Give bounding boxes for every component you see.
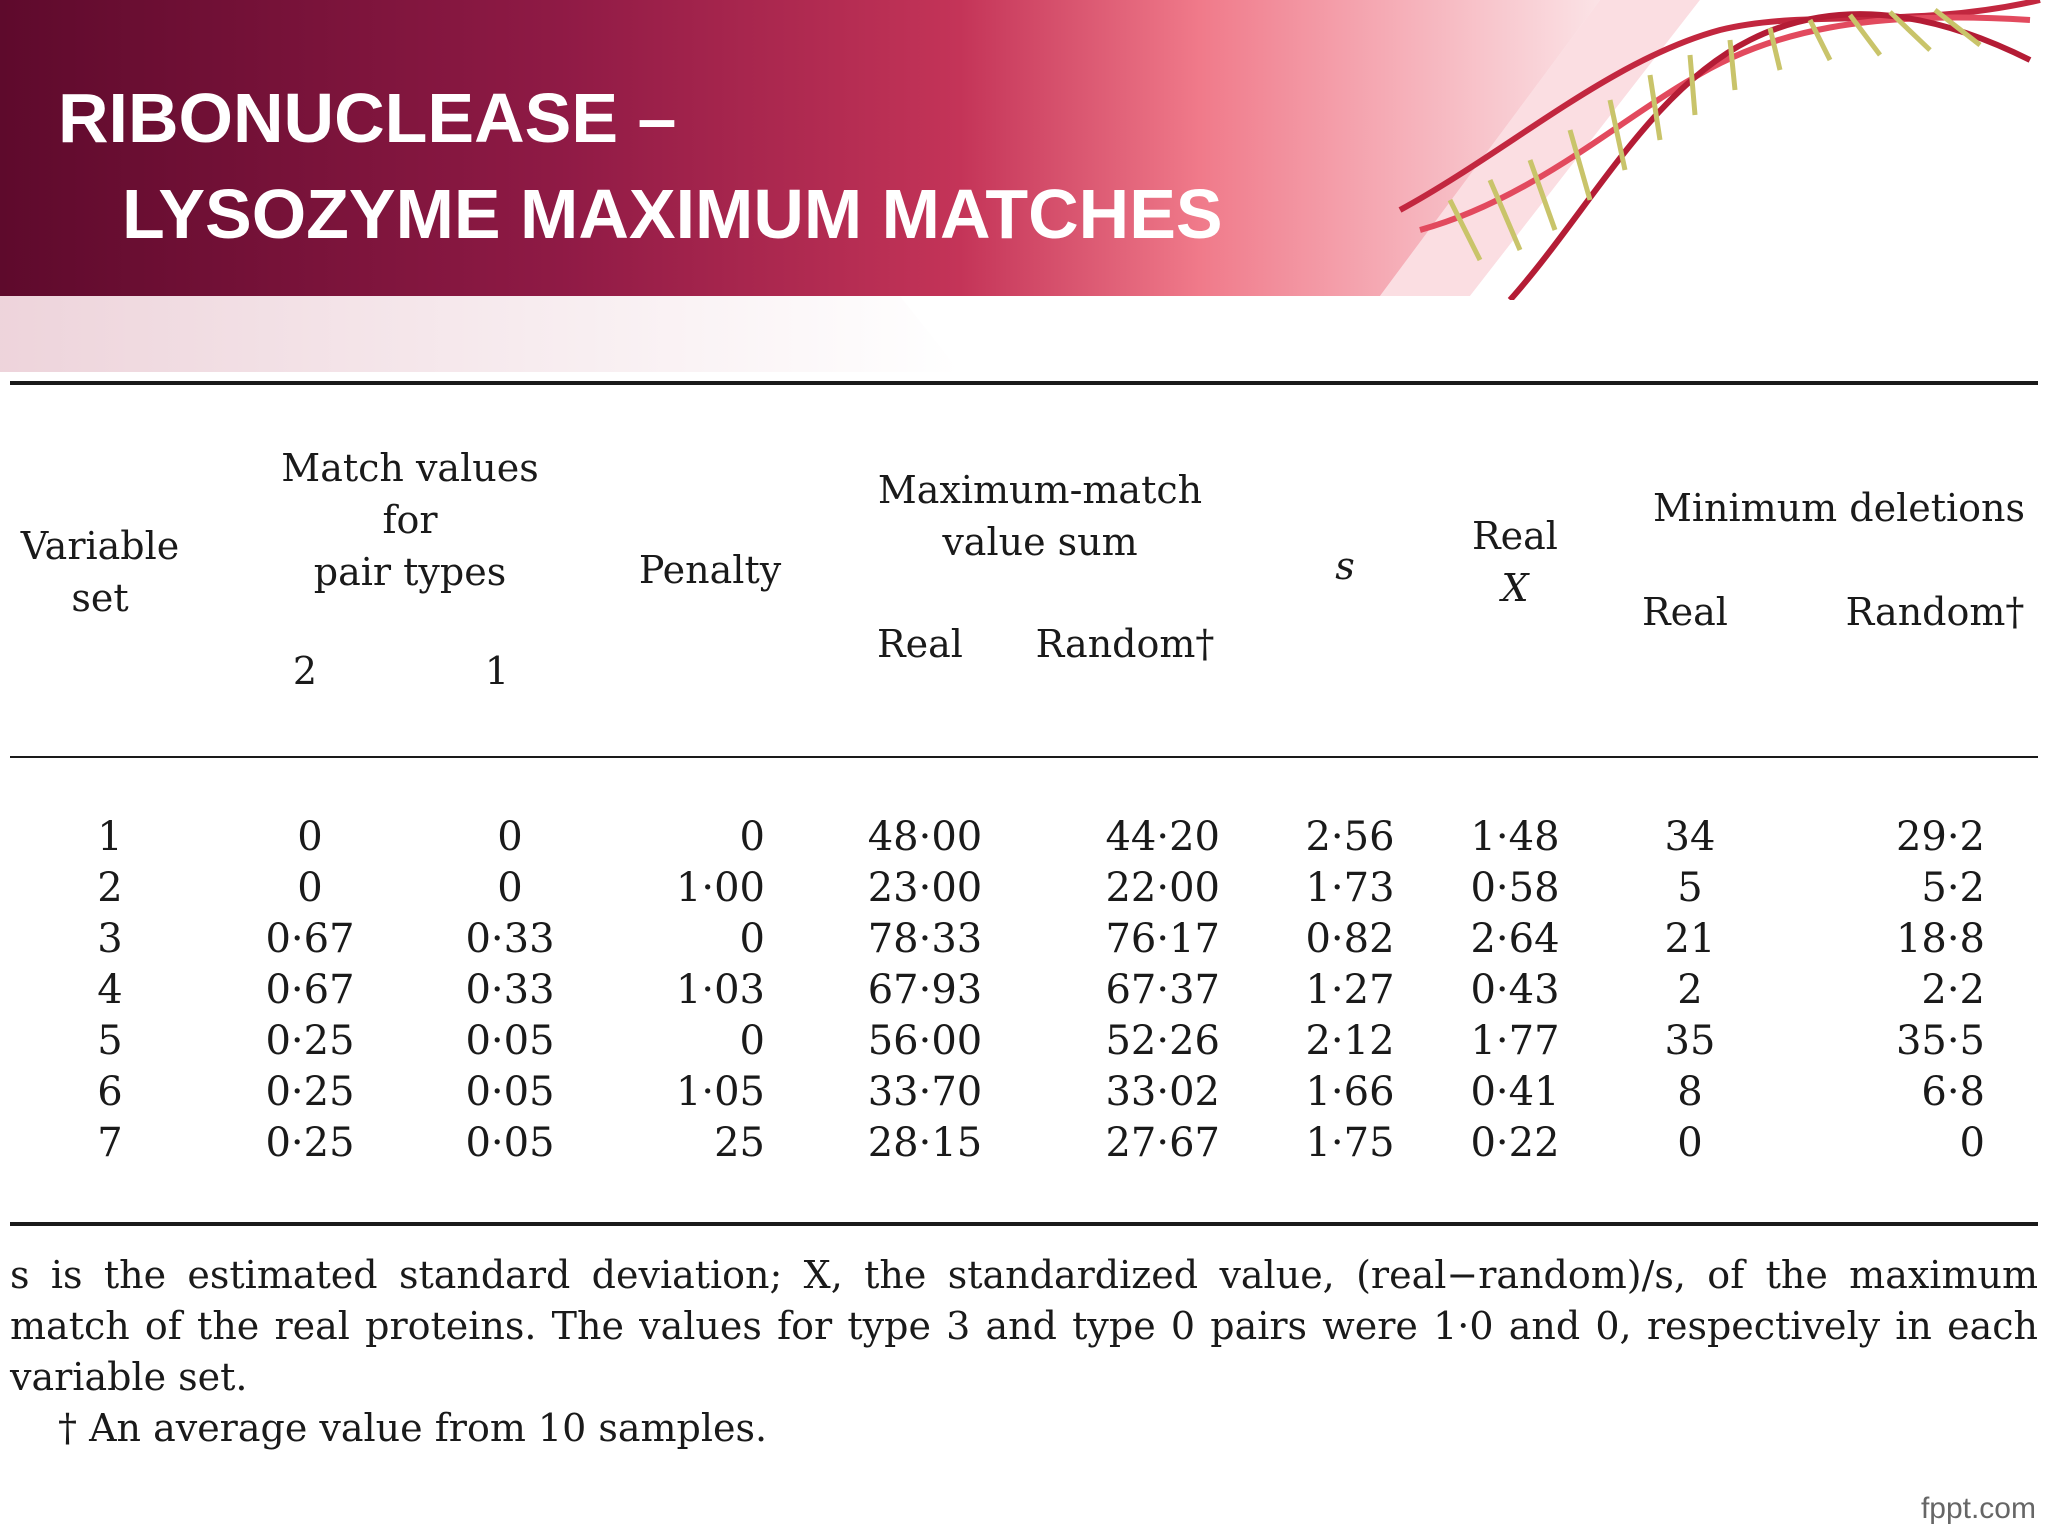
cell-del-real: 5 bbox=[1677, 865, 1703, 911]
cell-real-x: 2·64 bbox=[1470, 916, 1560, 962]
header-penalty: Penalty bbox=[638, 548, 782, 592]
cell-pair-type-1: 0·33 bbox=[465, 967, 555, 1013]
header-variable-set bbox=[0, 520, 200, 624]
cell-real-x: 0·43 bbox=[1470, 967, 1560, 1013]
cell-del-random: 5·2 bbox=[1921, 865, 1985, 911]
cell-s: 1·73 bbox=[1305, 865, 1395, 911]
cell-penalty: 1·03 bbox=[675, 967, 765, 1013]
cell-variable-set: 5 bbox=[97, 1018, 123, 1064]
header-s: s bbox=[1335, 544, 1355, 588]
header-maximum-match-line2: value sum bbox=[942, 520, 1138, 564]
cell-s: 2·12 bbox=[1305, 1018, 1395, 1064]
cell-max-random: 67·37 bbox=[1105, 967, 1220, 1013]
cell-pair-type-1: 0·05 bbox=[465, 1018, 555, 1064]
cell-max-real: 33·70 bbox=[867, 1069, 983, 1115]
header-min-random: Random† bbox=[1845, 590, 2025, 634]
cell-max-random: 76·17 bbox=[1105, 916, 1220, 962]
note-dagger: † An average value from 10 samples. bbox=[58, 1406, 768, 1450]
cell-pair-type-1: 0 bbox=[497, 814, 523, 860]
cell-real-x: 0·22 bbox=[1470, 1120, 1560, 1166]
header-max-random: Random† bbox=[1035, 622, 1215, 666]
cell-variable-set: 4 bbox=[97, 967, 123, 1013]
cell-del-random: 29·2 bbox=[1895, 814, 1985, 860]
header-min-real: Real bbox=[1642, 590, 1728, 634]
slide-title-line1: RIBONUCLEASE – bbox=[58, 79, 677, 157]
cell-max-random: 33·02 bbox=[1105, 1069, 1220, 1115]
header-match-values-line3: pair types bbox=[313, 550, 507, 594]
cell-del-real: 35 bbox=[1664, 1018, 1716, 1064]
cell-max-real: 78·33 bbox=[867, 916, 983, 962]
cell-max-random: 44·20 bbox=[1105, 814, 1220, 860]
cell-pair-type-2: 0·25 bbox=[265, 1018, 355, 1064]
cell-del-real: 34 bbox=[1664, 814, 1716, 860]
cell-pair-type-2: 0 bbox=[297, 814, 323, 860]
cell-del-real: 21 bbox=[1664, 916, 1716, 962]
header-match-values-line2: for bbox=[382, 498, 438, 542]
cell-pair-type-2: 0·67 bbox=[265, 916, 355, 962]
cell-penalty: 1·05 bbox=[675, 1069, 765, 1115]
cell-max-random: 52·26 bbox=[1105, 1018, 1220, 1064]
header-pair-type-1: 1 bbox=[484, 649, 510, 693]
header-real-x-line2: X bbox=[1501, 566, 1529, 610]
cell-s: 0·82 bbox=[1305, 916, 1395, 962]
brand-watermark: fppt.com bbox=[1920, 1492, 2036, 1525]
header-match-values bbox=[250, 442, 570, 598]
cell-variable-set: 7 bbox=[97, 1120, 123, 1166]
cell-del-random: 35·5 bbox=[1895, 1018, 1985, 1064]
cell-penalty: 0 bbox=[739, 916, 765, 962]
slide-title-line2: LYSOZYME MAXIMUM MATCHES bbox=[122, 175, 1223, 253]
header-variable-set-line2: set bbox=[71, 576, 129, 620]
cell-del-random: 2·2 bbox=[1921, 967, 1985, 1013]
header-max-real: Real bbox=[877, 622, 963, 666]
cell-max-real: 28·15 bbox=[867, 1120, 983, 1166]
cell-s: 1·66 bbox=[1305, 1069, 1395, 1115]
cell-del-random: 18·8 bbox=[1895, 916, 1985, 962]
cell-max-real: 23·00 bbox=[867, 865, 983, 911]
cell-pair-type-1: 0·33 bbox=[465, 916, 555, 962]
cell-del-real: 2 bbox=[1677, 967, 1703, 1013]
cell-max-random: 27·67 bbox=[1105, 1120, 1220, 1166]
cell-max-random: 22·00 bbox=[1105, 865, 1220, 911]
cell-max-real: 48·00 bbox=[867, 814, 983, 860]
header-variable-set-line1: Variable bbox=[20, 524, 180, 568]
cell-variable-set: 2 bbox=[97, 865, 123, 911]
cell-penalty: 1·00 bbox=[675, 865, 765, 911]
cell-variable-set: 3 bbox=[97, 916, 123, 962]
header-minimum-deletions: Minimum deletions bbox=[1652, 486, 2026, 530]
cell-variable-set: 6 bbox=[97, 1069, 123, 1115]
cell-penalty: 0 bbox=[739, 1018, 765, 1064]
header-real-x bbox=[1450, 510, 1580, 614]
cell-pair-type-2: 0·25 bbox=[265, 1120, 355, 1166]
cell-pair-type-1: 0·05 bbox=[465, 1120, 555, 1166]
cell-max-real: 56·00 bbox=[867, 1018, 983, 1064]
cell-s: 1·27 bbox=[1305, 967, 1395, 1013]
cell-del-random: 0 bbox=[1959, 1120, 1985, 1166]
cell-del-real: 0 bbox=[1677, 1120, 1703, 1166]
table-notes bbox=[10, 1250, 2038, 1454]
cell-s: 2·56 bbox=[1305, 814, 1395, 860]
cell-variable-set: 1 bbox=[97, 814, 123, 860]
cell-del-real: 8 bbox=[1677, 1069, 1703, 1115]
header-match-values-line1: Match values bbox=[281, 446, 539, 490]
header-maximum-match bbox=[860, 464, 1220, 568]
cell-del-random: 6·8 bbox=[1921, 1069, 1985, 1115]
header-maximum-match-line1: Maximum-match bbox=[877, 468, 1203, 512]
cell-real-x: 1·48 bbox=[1470, 814, 1560, 860]
header-real-x-line1: Real bbox=[1472, 514, 1558, 558]
note-main: s is the estimated standard deviation; X, the standardized value, (real−random)/s, of the maximum match of the real proteins. The values for type 3 and type 0 pairs were 1·0 and 0, respectively in each variable set. bbox=[10, 1253, 2038, 1399]
cell-pair-type-2: 0·25 bbox=[265, 1069, 355, 1115]
cell-real-x: 0·58 bbox=[1470, 865, 1560, 911]
cell-max-real: 67·93 bbox=[867, 967, 983, 1013]
cell-pair-type-1: 0·05 bbox=[465, 1069, 555, 1115]
header-pair-type-2: 2 bbox=[292, 649, 318, 693]
cell-pair-type-1: 0 bbox=[497, 865, 523, 911]
cell-penalty: 0 bbox=[739, 814, 765, 860]
cell-s: 1·75 bbox=[1305, 1120, 1395, 1166]
cell-penalty: 25 bbox=[714, 1120, 765, 1166]
cell-real-x: 1·77 bbox=[1470, 1018, 1560, 1064]
cell-pair-type-2: 0 bbox=[297, 865, 323, 911]
cell-real-x: 0·41 bbox=[1470, 1069, 1560, 1115]
cell-pair-type-2: 0·67 bbox=[265, 967, 355, 1013]
